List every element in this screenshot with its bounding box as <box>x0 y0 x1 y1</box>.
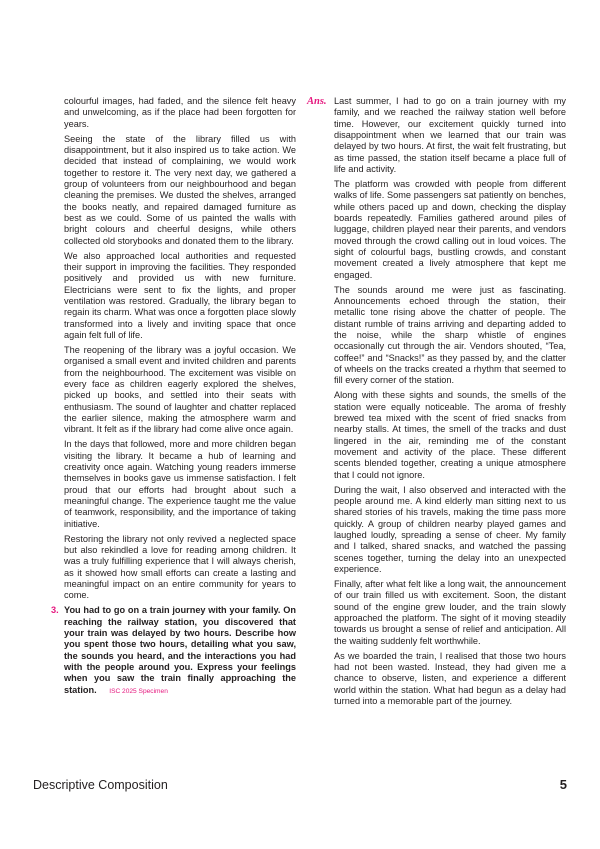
answer-label: Ans. <box>307 96 327 107</box>
question-block <box>51 605 296 697</box>
paragraph: colourful images, had faded, and the silence felt heavy and unwelcoming, as if the place had been forgotten for years. <box>64 96 296 129</box>
paragraph: Restoring the library not only revived a neglected space but also rekindled a love for reading among children. It was a truly fulfilling experience that I will always cherish, as it showed how small efforts can create a lasting and meaningful impact on an entire community for years to come. <box>64 533 296 601</box>
paragraph: Last summer, I had to go on a train journey with my family, and we reached the railway station well before time. However, our excitement quickly turned into disappointment when we learned that our train was delayed by two hours. At first, the wait felt frustrating, but as time passed, the station itself became a place full of life and activity. <box>334 96 566 175</box>
paragraph: Finally, after what felt like a long wait, the announcement of our train filled us with excitement. Soon, the distant sound of the engine grew louder, and the train slowly approached the platform. The sight of it moving steadily towards us brought a sense of relief and anticipation. All the waiting suddenly felt worthwhile. <box>334 579 566 646</box>
paragraph: As we boarded the train, I realised that those two hours had not been wasted. Instead, they had given me a chance to observe, listen, and experience a different world within the station. What had begun as a delay had turned into a memorable part of the journey. <box>334 650 566 707</box>
paragraph: Along with these sights and sounds, the smells of the station were equally noticeable. The aroma of freshly brewed tea mixed with the scent of fried snacks from nearby stalls. At times, the smell of the tracks and dust lingered in the air, reminding me of the constant movement and activity of the place. These different scents blended together, creating a unique atmosphere that I could not ignore. <box>334 390 566 480</box>
question-text: You had to go on a train journey with your family. On reaching the railway station, you discovered that your train was delayed by two hours. Describe how you spent those two hours, detailing what you saw, the sounds you heard, and the interactions you had with the people around you. Express your feelings when you saw the train finally approaching the station. <box>64 605 296 695</box>
question-number: 3. <box>51 605 59 616</box>
paragraph: The platform was crowded with people from different walks of life. Some passengers sat patiently on benches, while others paced up and down, checking the display boards repeatedly. Families gathered around piles of luggage, children played near their parents, and vendors moved through the crowd calling out in loud voices. The sight of colourful bags, bustling crowds, and constant movement created a lively atmosphere that kept me engaged. <box>334 179 566 280</box>
paragraph: The sounds around me were just as fascinating. Announcements echoed through the station, their metallic tone rising above the chatter of people. The distant rumble of trains arriving and departing added to the noise, while the sharp whistle of engines occasionally cut through the air. Vendors shouted, “Tea, coffee!” and “Snacks!” as they passed by, and the clatter of wheels on the tracks created a rhythm that seemed to fill every corner of the station. <box>334 284 566 386</box>
page-footer <box>33 778 567 796</box>
paragraph: We also approached local authorities and requested their support in improving the facilities. They responded positively and provided us with new furniture. Electricians were sent to fix the lights, and proper ventilation was restored. Gradually, the library began to regain its charm. What was once a forgotten place slowly transformed into a lively and inviting space that once again felt full of life. <box>64 250 296 341</box>
paragraph: Seeing the state of the library filled us with disappointment, but it also inspired us to take action. We decided that instead of complaining, we would work together to restore it. The very next day, we gathered a group of volunteers from our neighbourhood and began cleaning the premises. We dusted the shelves, arranged the books neatly, and repaired damaged furniture as best as we could. Some of us painted the walls with bright colours and cheerful designs, while others collected old storybooks and donated them to the library. <box>64 133 296 246</box>
right-column <box>334 96 566 711</box>
page-number: 5 <box>559 777 567 792</box>
left-column <box>51 96 296 697</box>
paragraph: The reopening of the library was a joyful occasion. We organised a small event and invited children and parents from the neighbourhood. The excitement was visible on every face as children eagerly explored the shelves, picked up books, and settled into their seats with enthusiasm. The sound of laughter and chatter replaced the earlier silence, making the atmosphere warm and vibrant. It felt as if the library had come alive once again. <box>64 345 296 435</box>
paragraph: In the days that followed, more and more children began visiting the library. It became a hub of learning and creativity once again. Watching young readers immerse themselves in books gave us immense satisfaction. I felt proud that our efforts had brought about such a meaningful change. The experience taught me the value of teamwork, responsibility, and the importance of taking initiative. <box>64 439 296 529</box>
footer-title: Descriptive Composition <box>33 778 168 792</box>
question-source: ISC 2025 Specimen <box>109 687 168 695</box>
paragraph: During the wait, I also observed and interacted with the people around me. A kind elderly man sitting next to us shared stories of his travels, making the time pass more quickly. A group of children nearby played games and laughed loudly, spreading a sense of cheer. My family and I talked, shared snacks, and watched the passing scenes together, turning the delay into an unexpected experience. <box>334 484 566 575</box>
